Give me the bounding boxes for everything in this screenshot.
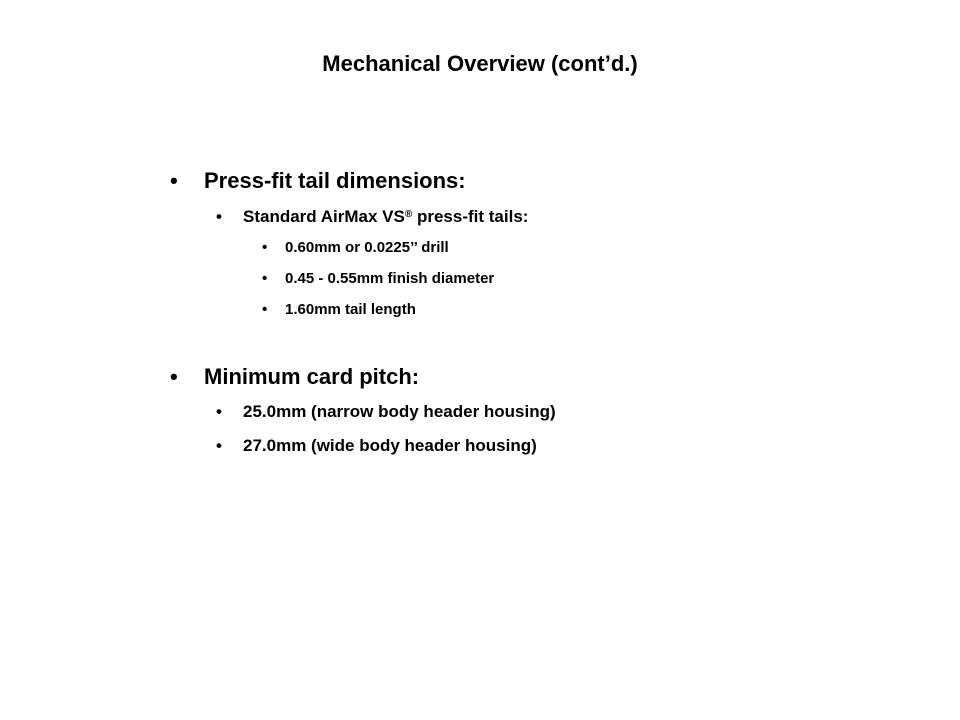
sub-bullet-text: 25.0mm (narrow body header housing) — [243, 402, 556, 421]
detail-text: 1.60mm tail length — [285, 301, 416, 318]
registered-mark: ® — [404, 209, 413, 220]
bullet-heading: Minimum card pitch: — [204, 364, 420, 389]
sub-bullet-suffix: press-fit tails: — [412, 207, 529, 226]
bullet-icon: • — [170, 168, 178, 193]
detail-text: 0.60mm or 0.0225’’ drill — [285, 239, 449, 256]
bullet-icon: • — [216, 402, 222, 421]
sub-bullet-text — [243, 206, 528, 228]
bullet-icon: • — [170, 364, 178, 389]
bullet-icon: • — [262, 301, 268, 318]
sub-bullet-prefix: Standard AirMax VS — [243, 207, 405, 226]
bullet-icon: • — [216, 436, 222, 455]
bullet-icon: • — [216, 207, 222, 226]
bullet-icon: • — [262, 270, 268, 287]
sub-bullet-text: 27.0mm (wide body header housing) — [243, 436, 537, 455]
detail-text: 0.45 - 0.55mm finish diameter — [285, 270, 495, 287]
bullet-icon: • — [262, 239, 268, 256]
bullet-heading: Press-fit tail dimensions: — [204, 168, 466, 193]
slide-title: Mechanical Overview (cont’d.) — [322, 51, 638, 76]
